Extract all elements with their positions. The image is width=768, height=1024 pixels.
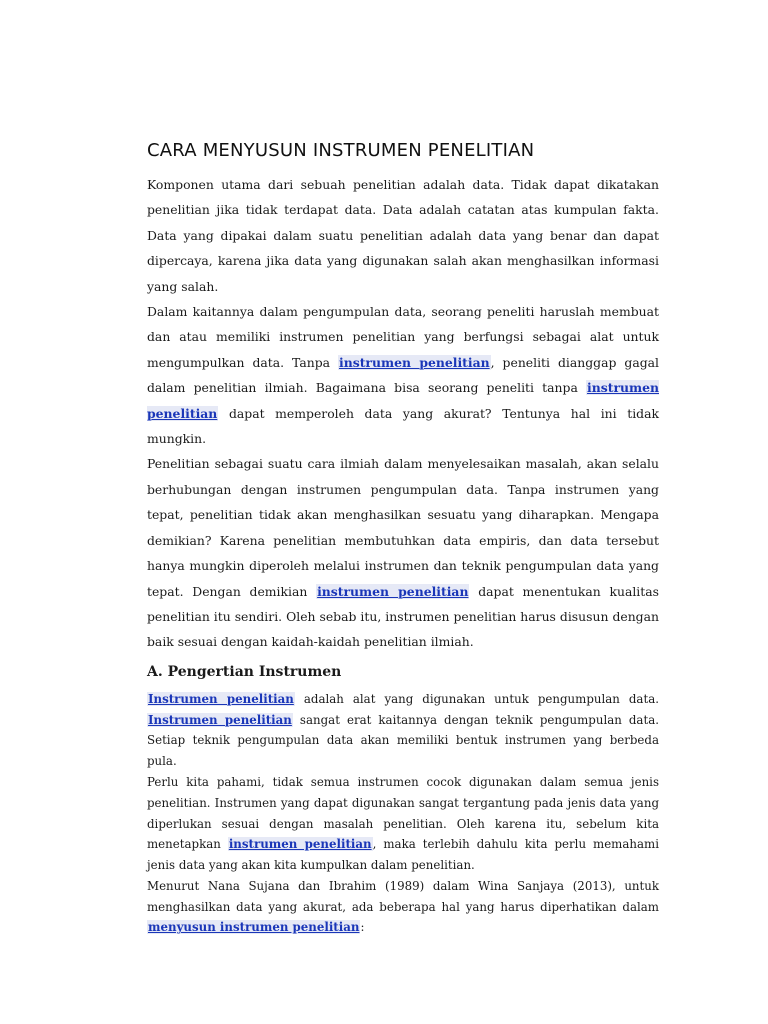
paragraph-definition: Instrumen penelitian adalah alat yang digunakan untuk pengumpulan data. Instrumen penelitian sangat erat kaitannya dengan teknik pengumpulan data. Setiap teknik pengumpulan data akan memiliki bentuk instrumen yang berbeda pula. (147, 691, 659, 769)
paragraph-intro: Komponen utama dari sebuah penelitian adalah data. Tidak dapat dikatakan penelitian jika tidak terdapat data. Data adalah catatan atas kumpulan fakta. Data yang dipakai dalam suatu penelitian adalah data yang benar dan dapat dipercaya, karena jika data yang digunakan salah akan menghasilkan informasi yang salah. (147, 177, 659, 294)
paragraph-instrument-choice: Perlu kita pahami, tidak semua instrumen cocok digunakan dalam semua jenis penelitian. Instrumen yang dapat digunakan sangat tergantung pada jenis data yang diperlukan sesuai dengan masalah penelitian. Oleh karena itu, sebelum kita menetapkan instrumen penelitian, maka terlebih dahulu kita perlu memahami jenis data yang akan kita kumpulkan dalam penelitian. (147, 774, 659, 873)
link-instrumen-penelitian[interactable]: instrumen penelitian (228, 837, 372, 852)
paragraph-citation: Menurut Nana Sujana dan Ibrahim (1989) dalam Wina Sanjaya (2013), untuk menghasilkan data yang akurat, ada beberapa hal yang harus diperhatikan dalam menyusun instrumen penelitian: (147, 878, 659, 935)
link-instrumen-penelitian[interactable]: instrumen penelitian (339, 354, 490, 370)
document-page (147, 138, 659, 938)
link-instrumen-penelitian[interactable]: instrumen penelitian (317, 583, 469, 599)
document-title: CARA MENYUSUN INSTRUMEN PENELITIAN (147, 140, 535, 161)
paragraph-instrument-need: Dalam kaitannya dalam pengumpulan data, seorang peneliti haruslah membuat dan atau memiliki instrumen penelitian yang berfungsi sebagai alat untuk mengumpulkan data. Tanpa instrumen penelitian, peneliti dianggap gagal dalam penelitian ilmiah. Bagaimana bisa seorang peneliti tanpa instrumen penelitian dapat memperoleh data yang akurat? Tentunya hal ini tidak mungkin. (147, 304, 659, 447)
link-instrumen-penelitian[interactable]: Instrumen penelitian (148, 712, 292, 727)
section-heading: A. Pengertian Instrumen (147, 663, 342, 680)
link-instrumen-penelitian[interactable]: Instrumen penelitian (148, 691, 294, 706)
link-menyusun-instrumen-penelitian[interactable]: menyusun instrumen penelitian (148, 920, 360, 935)
link-instrumen-penelitian[interactable]: instrumen penelitian (147, 380, 659, 421)
paragraph-scientific-method: Penelitian sebagai suatu cara ilmiah dalam menyelesaikan masalah, akan selalu berhubungan dengan instrumen pengumpulan data. Tanpa instrumen yang tepat, penelitian tidak akan menghasilkan sesuatu yang diharapkan. Mengapa demikian? Karena penelitian membutuhkan data empiris, dan data tersebut hanya mungkin diperoleh melalui instrumen dan teknik pengumpulan data yang tepat. Dengan demikian instrumen penelitian dapat menentukan kualitas penelitian itu sendiri. Oleh sebab itu, instrumen penelitian harus disusun dengan baik sesuai dengan kaidah-kaidah penelitian ilmiah. (147, 456, 659, 650)
